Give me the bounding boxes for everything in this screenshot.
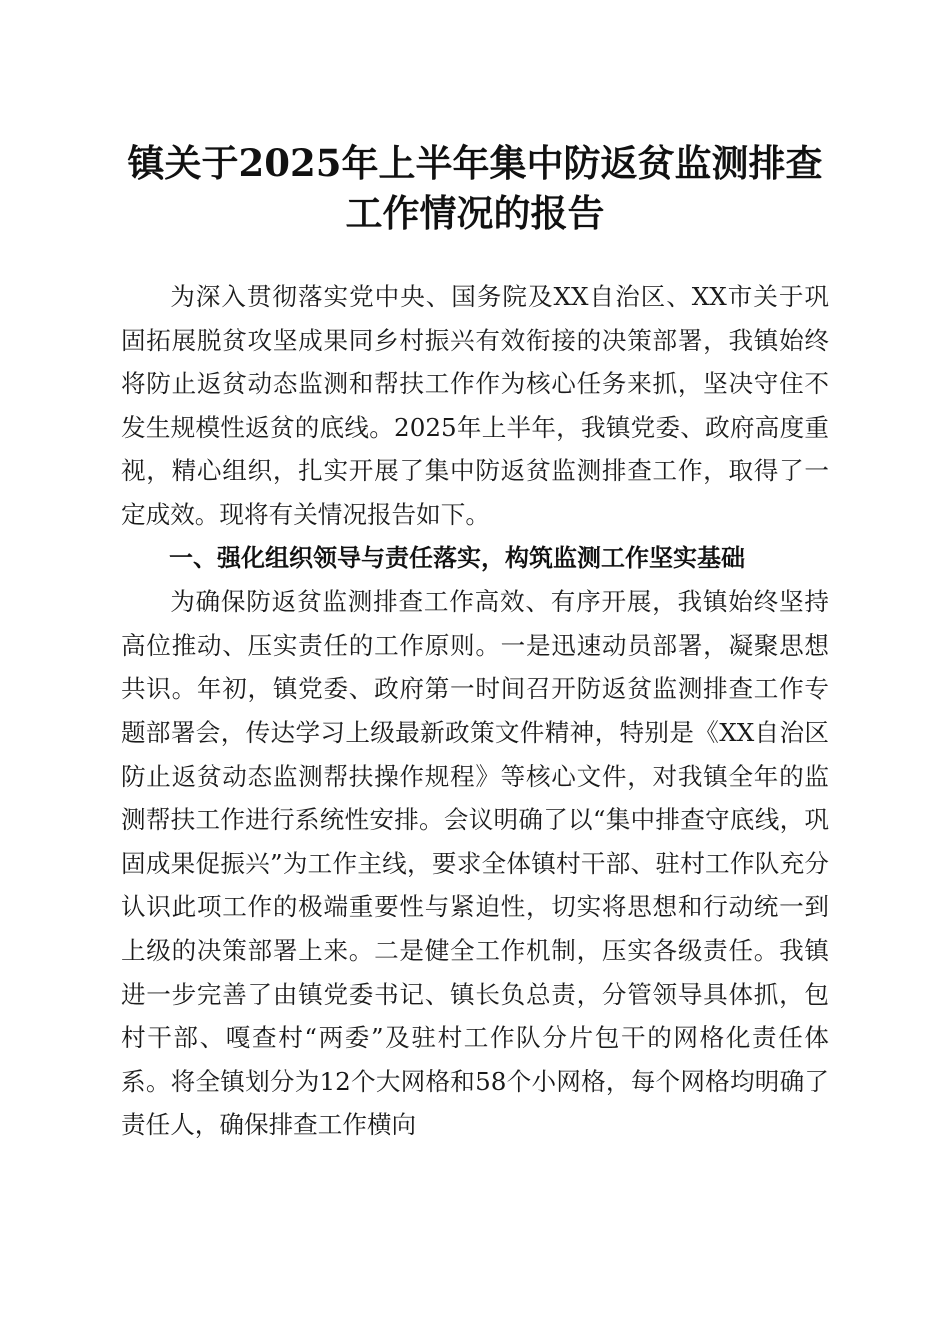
- section-paragraph: 为确保防返贫监测排查工作高效、有序开展，我镇始终坚持高位推动、压实责任的工作原则。一是迅速动员部署，凝聚思想共识。年初，镇党委、政府第一时间召开防返贫监测排查工作专题部署会，传达学习上级最新政策文件精神，特别是《XX自治区防止返贫动态监测帮扶操作规程》等核心文件，对我镇全年的监测帮扶工作进行系统性安排。会议明确了以“集中排查守底线，巩固成果促振兴”为工作主线，要求全体镇村干部、驻村工作队充分认识此项工作的极端重要性与紧迫性，切实将思想和行动统一到上级的决策部署上来。二是健全工作机制，压实各级责任。我镇进一步完善了由镇党委书记、镇长负总责，分管领导具体抓，包村干部、嘎查村“两委”及驻村工作队分片包干的网格化责任体系。将全镇划分为12个大网格和58个小网格，每个网格均明确了责任人，确保排查工作横向: [121, 587, 829, 1140]
- section-heading: 一、强化组织领导与责任落实，构筑监测工作坚实基础: [169, 543, 745, 572]
- document-title: 镇关于2025年上半年集中防返贫监测排查工作情况的报告: [127, 141, 823, 235]
- intro-paragraph: 为深入贯彻落实党中央、国务院及XX自治区、XX市关于巩固拓展脱贫攻坚成果同乡村振兴有效衔接的决策部署，我镇始终将防止返贫动态监测和帮扶工作作为核心任务来抓，坚决守住不发生规模性返贫的底线。2025年上半年，我镇党委、政府高度重视，精心组织，扎实开展了集中防返贫监测排查工作，取得了一定成效。现将有关情况报告如下。: [121, 282, 829, 529]
- document-body: [121, 275, 829, 1147]
